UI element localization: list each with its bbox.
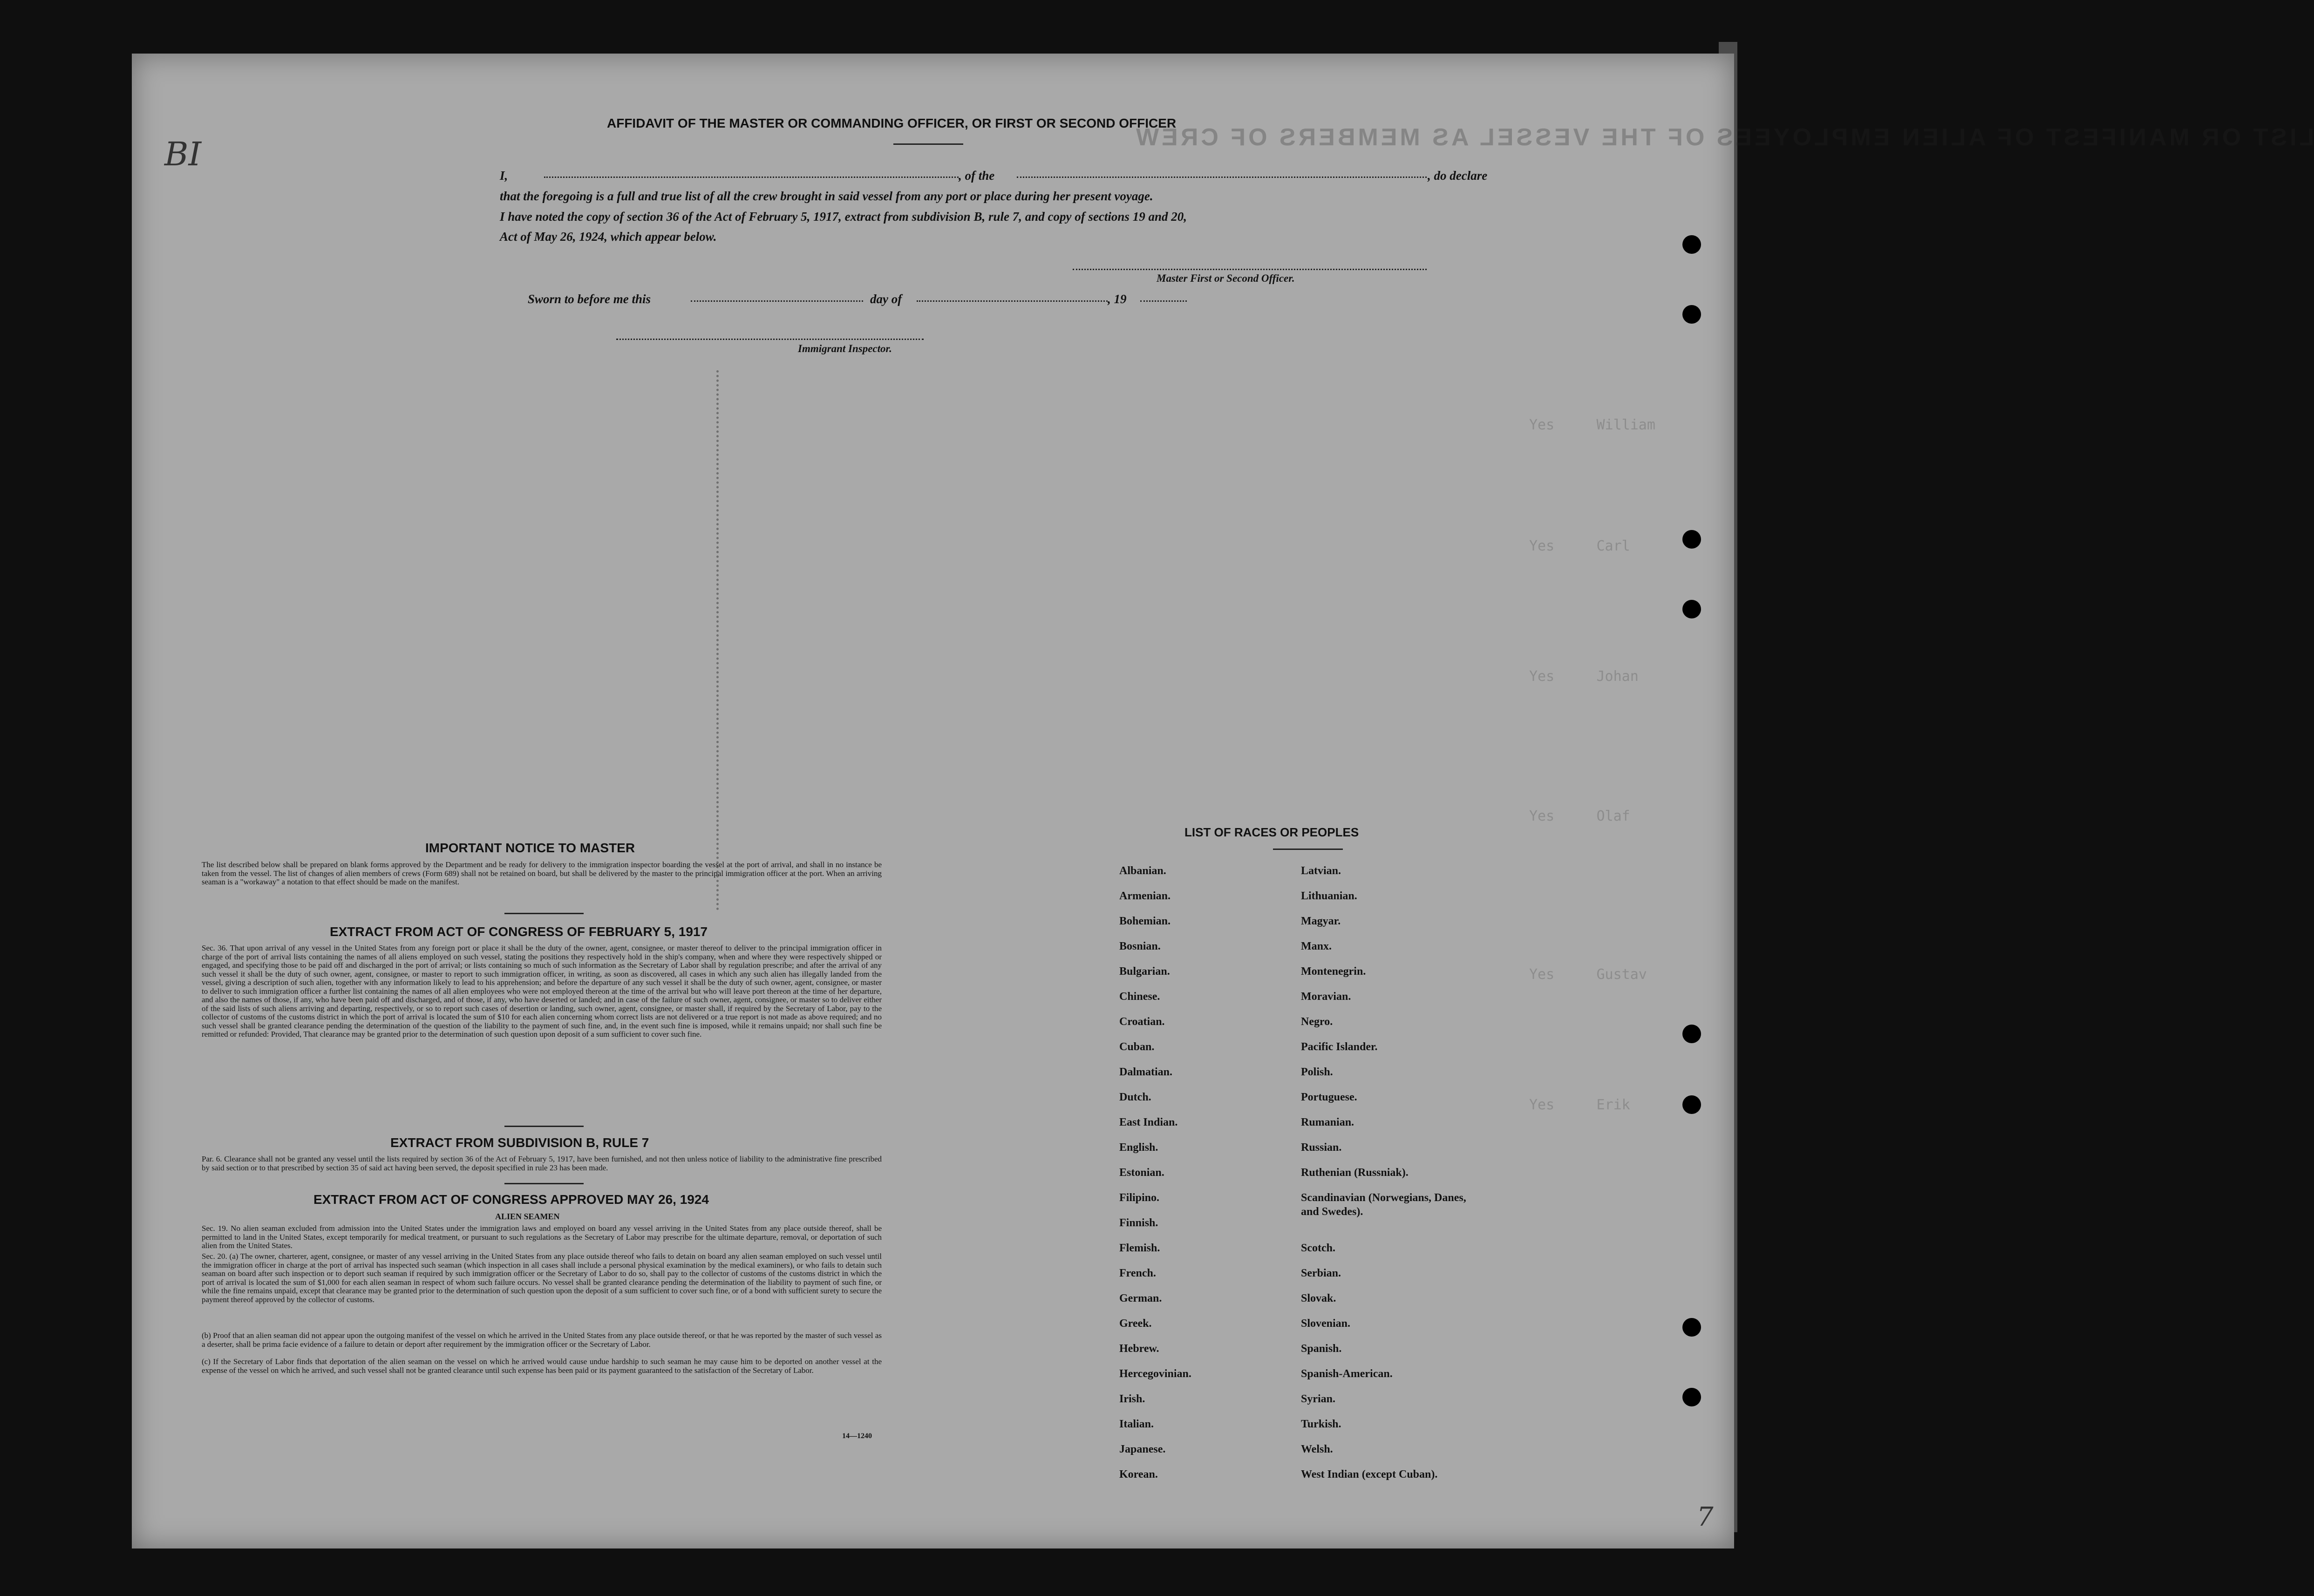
race-item: Cuban.	[1119, 1041, 1155, 1053]
bleed-through-row: Yes Erik	[1529, 1097, 1630, 1113]
affidavit-line-3: I have noted the copy of section 36 of the Act of February 5, 1917, extract from subdivision B, rule 7, and copy of sections 19 and 20,	[500, 210, 1187, 224]
declare-label: , do declare	[1428, 169, 1488, 183]
rule-7-title: EXTRACT FROM SUBDIVISION B, RULE 7	[390, 1135, 649, 1150]
notice-text: The list described below shall be prepared on blank forms approved by the Department and be ready for delivery to the immigration inspector boarding the vessel at the port of arrival, and shall in no instance be taken from the vessel. The list of changes of alien members of crews (Form 689) shall not be retained on board, but shall be delivered by the master to the principal immigration officer at the port. When an arriving seaman is a "workaway" a notation to that effect should be made on the manifest.	[202, 860, 882, 886]
bleed-through-row: Yes Olaf	[1529, 808, 1630, 824]
affidavit-title-rule	[893, 143, 963, 145]
rule-7-text: Par. 6. Clearance shall not be granted any vessel until the lists required by section 36 of the Act of February 5, 1917, have been furnished, and not then unless notice of liability to the administrative fine prescribed by said section or to that prescribed by section 35 of said act having been served, the deposit specified in rule 23 has been made.	[202, 1155, 882, 1172]
race-item: Russian.	[1301, 1141, 1342, 1154]
race-item: Montenegrin.	[1301, 965, 1366, 978]
vessel-label: , of the	[959, 169, 995, 183]
extract-1917-rule	[504, 1126, 584, 1127]
extract-1917-text: Sec. 36. That upon arrival of any vessel in the United States from any foreign port or place it shall be the duty of the owner, agent, consignee, or master thereof to deliver to the principal immigration officer in charge of the port of arrival lists containing the names of all aliens employed on such vessel, stating the positions they respectively hold in the ship's company, when and where they were respectively shipped or engaged, and specifying those to be paid off and discharged in the port of arrival; or lists containing so much of such information as the Secretary of Labor shall by regulation prescribe; and after the arrival of any such vessel it shall be the duty of such owner, agent, consignee, or master to report to such immigration officer, in writing, as soon as discovered, all cases in which any such alien has illegally landed from the vessel, giving a description of such alien, together with any information likely to lead to his apprehension; and before the departure of any such vessel it shall be the duty of such owner, agent, consignee, or master to deliver to such immigration officer a further list containing the names of all alien employees who were not employed thereon at the time of the arrival but who will leave port thereon at the time of her departure, and also the names of those, if any, who have been paid off and discharged, and of those, if any, who have deserted or landed; and in case of the failure of such owner, agent, consignee, or master so to deliver either of the said lists of such aliens arriving and departing, respectively, or so to report such cases of desertion or landing, such owner, agent, consignee, or master shall, if required by the Secretary of Labor, pay to the collector of customs of the customs district in which the port of arrival is located the sum of $10 for each alien concerning whom correct lists are not delivered or a true report is not made as above required; and no such vessel shall be granted clearance pending the determination of the question of the liability to the payment of such fine, and, in the event such fine is imposed, while it remains unpaid; nor shall such fine be remitted or refunded: Provided, That clearance may be granted prior to the determination of such question upon deposit of a sum sufficient to cover such fine.	[202, 944, 882, 1039]
sworn-label: Sworn to before me this	[528, 292, 651, 306]
sec-19-text: Sec. 19. No alien seaman excluded from admission into the United States under the immigration laws and employed on board any vessel arriving in the United States from any place outside thereof, shall be permitted to land in the United States, except temporarily for medical treatment, or pursuant to such regulations as the Secretary of Labor may prescribe for the ultimate departure, removal, or deportation of such alien from the United States.	[202, 1224, 882, 1250]
race-item: Dalmatian.	[1119, 1066, 1172, 1078]
inspector-signature-field[interactable]	[616, 339, 924, 340]
handwritten-margin-mark: BI	[164, 135, 202, 173]
race-item: Armenian.	[1119, 890, 1171, 902]
race-item: Manx.	[1301, 940, 1332, 952]
race-item: Turkish.	[1301, 1418, 1341, 1430]
race-item: Hercegovinian.	[1119, 1368, 1191, 1380]
column-guide	[716, 370, 721, 910]
race-item: German.	[1119, 1292, 1162, 1304]
handwritten-corner-mark: 7	[1697, 1502, 1714, 1532]
bleed-through-row: Yes Gustav	[1529, 966, 1647, 983]
race-item: Moravian.	[1301, 991, 1351, 1003]
extract-1924-title: EXTRACT FROM ACT OF CONGRESS APPROVED MAY 26, 1924	[313, 1192, 709, 1207]
race-item: Bosnian.	[1119, 940, 1161, 952]
race-item: Hebrew.	[1119, 1343, 1159, 1355]
binder-hole	[1682, 305, 1701, 324]
race-item: East Indian.	[1119, 1116, 1178, 1128]
binder-hole	[1682, 235, 1701, 254]
alien-seamen-subtitle: ALIEN SEAMEN	[495, 1212, 560, 1221]
race-item: Lithuanian.	[1301, 890, 1357, 902]
race-item: Spanish-American.	[1301, 1368, 1393, 1380]
sworn-month-field[interactable]	[917, 300, 1108, 302]
bleed-through-row: Yes William	[1529, 417, 1655, 433]
race-item: Portuguese.	[1301, 1091, 1357, 1103]
race-item: Albanian.	[1119, 865, 1166, 877]
race-item: Estonian.	[1119, 1167, 1164, 1179]
race-item: Korean.	[1119, 1468, 1158, 1481]
sec-20c-text: (c) If the Secretary of Labor finds that deportation of the alien seaman on the vessel on which he arrived would cause undue hardship to such seaman he may cause him to be deported on another vessel at the expense of the vessel on which he arrived, and such vessel shall not be granted clearance until such expense has been paid or its payment guaranteed to the satisfaction of the Secretary of Labor.	[202, 1357, 882, 1375]
declarant-name-field[interactable]	[544, 177, 959, 178]
race-item: Dutch.	[1119, 1091, 1151, 1103]
sworn-day-field[interactable]	[691, 300, 863, 302]
race-item: Filipino.	[1119, 1192, 1160, 1204]
declarant-label: I,	[500, 169, 508, 183]
race-item: Chinese.	[1119, 991, 1160, 1003]
race-item: Bulgarian.	[1119, 965, 1170, 978]
race-item: Slovak.	[1301, 1292, 1336, 1304]
affidavit-title: AFFIDAVIT OF THE MASTER OR COMMANDING OFFICER, OR FIRST OR SECOND OFFICER	[607, 116, 1177, 130]
race-item: Rumanian.	[1301, 1116, 1354, 1128]
form-number: 14—1240	[842, 1432, 872, 1440]
race-item: Negro.	[1301, 1016, 1333, 1028]
race-item: Japanese.	[1119, 1443, 1166, 1455]
race-item: Latvian.	[1301, 865, 1341, 877]
master-signature-label: Master First or Second Officer.	[1157, 272, 1295, 284]
bleed-through-row: Yes Johan	[1529, 668, 1639, 685]
race-item: French.	[1119, 1267, 1156, 1279]
race-item: Ruthenian (Russniak).	[1301, 1167, 1409, 1179]
race-item: Slovenian.	[1301, 1318, 1351, 1330]
race-item: Scotch.	[1301, 1242, 1335, 1254]
race-item: English.	[1119, 1141, 1158, 1154]
day-of-label: day of	[870, 292, 902, 306]
race-item: Spanish.	[1301, 1343, 1342, 1355]
notice-title: IMPORTANT NOTICE TO MASTER	[425, 841, 635, 855]
race-item: Italian.	[1119, 1418, 1154, 1430]
race-item: Greek.	[1119, 1318, 1152, 1330]
binder-hole	[1682, 1025, 1701, 1043]
races-title: LIST OF RACES OR PEOPLES	[1184, 825, 1359, 839]
notice-rule	[504, 913, 584, 914]
race-item: Pacific Islander.	[1301, 1041, 1378, 1053]
binder-hole	[1682, 1095, 1701, 1114]
year-label: , 19	[1108, 292, 1127, 306]
race-item: Syrian.	[1301, 1393, 1336, 1405]
affidavit-line-2: that the foregoing is a full and true list of all the crew brought in said vessel from any port or place during her present voyage.	[500, 189, 1153, 203]
rule-7-rule	[504, 1183, 584, 1184]
race-item: Polish.	[1301, 1066, 1333, 1078]
binder-hole	[1682, 1318, 1701, 1337]
binder-hole	[1682, 1388, 1701, 1406]
sec-20b-text: (b) Proof that an alien seaman did not appear upon the outgoing manifest of the vessel on which he arrived in the United States from any place outside thereof, or that he was reported by the master of such vessel as a deserter, shall be prima facie evidence of a failure to detain or deport after requirement by the immigration officer or the Secretary of Labor.	[202, 1331, 882, 1349]
inspector-signature-label: Immigrant Inspector.	[798, 343, 892, 354]
race-item: Flemish.	[1119, 1242, 1160, 1254]
binder-hole	[1682, 600, 1701, 618]
races-left-column	[1119, 864, 1191, 1493]
vessel-name-field[interactable]	[1017, 177, 1427, 178]
race-item: Finnish.	[1119, 1217, 1158, 1229]
bleed-through-row: Yes Carl	[1529, 538, 1630, 554]
race-item: Scandinavian (Norwegians, Danes, and Swedes).	[1301, 1192, 1466, 1218]
race-item: Bohemian.	[1119, 915, 1171, 927]
binder-hole	[1682, 530, 1701, 549]
sec-20a-text: Sec. 20. (a) The owner, charterer, agent, consignee, or master of any vessel arriving in the United States from any place outside thereof who fails to detain on board any alien seaman employed on such vessel until the immigration officer in charge at the port of arrival has inspected such seaman (which inspection in all cases shall include a personal physical examination by the medical examiners), or who fails to detain such seaman on board after such inspection or to deport such seaman if required by such immigration officer or the Secretary of Labor to do so, shall pay to the collector of customs of the customs district in which the port of arrival is located the sum of $1,000 for each alien seaman in respect of whom such failure occurs. No vessel shall be granted clearance pending the determination of the liability to payment of such fine, or while the fine remains unpaid, except that clearance may be granted prior to the determination of such question upon the deposit of a sum sufficient to cover such fine, or of a bond with sufficient surety to secure the payment thereof approved by the collector of customs.	[202, 1252, 882, 1304]
master-signature-field[interactable]	[1073, 269, 1427, 270]
race-item: Welsh.	[1301, 1443, 1333, 1455]
affidavit-line-4: Act of May 26, 1924, which appear below.	[500, 230, 717, 244]
sworn-year-field[interactable]	[1140, 300, 1187, 302]
race-item: Croatian.	[1119, 1016, 1165, 1028]
extract-1917-title: EXTRACT FROM ACT OF CONGRESS OF FEBRUARY 5, 1917	[330, 924, 708, 939]
race-item: Irish.	[1119, 1393, 1145, 1405]
races-right-column	[1301, 864, 1478, 1493]
bleed-through-heading: LIST OR MANIFEST OF ALIEN EMPLOYEES OF THE VESSEL AS MEMBERS OF CREW	[1133, 124, 2314, 151]
race-item: Serbian.	[1301, 1267, 1341, 1279]
manifest-page	[132, 54, 2314, 1548]
races-title-rule	[1273, 849, 1343, 850]
race-item: West Indian (except Cuban).	[1301, 1468, 1438, 1481]
race-item: Magyar.	[1301, 915, 1341, 927]
